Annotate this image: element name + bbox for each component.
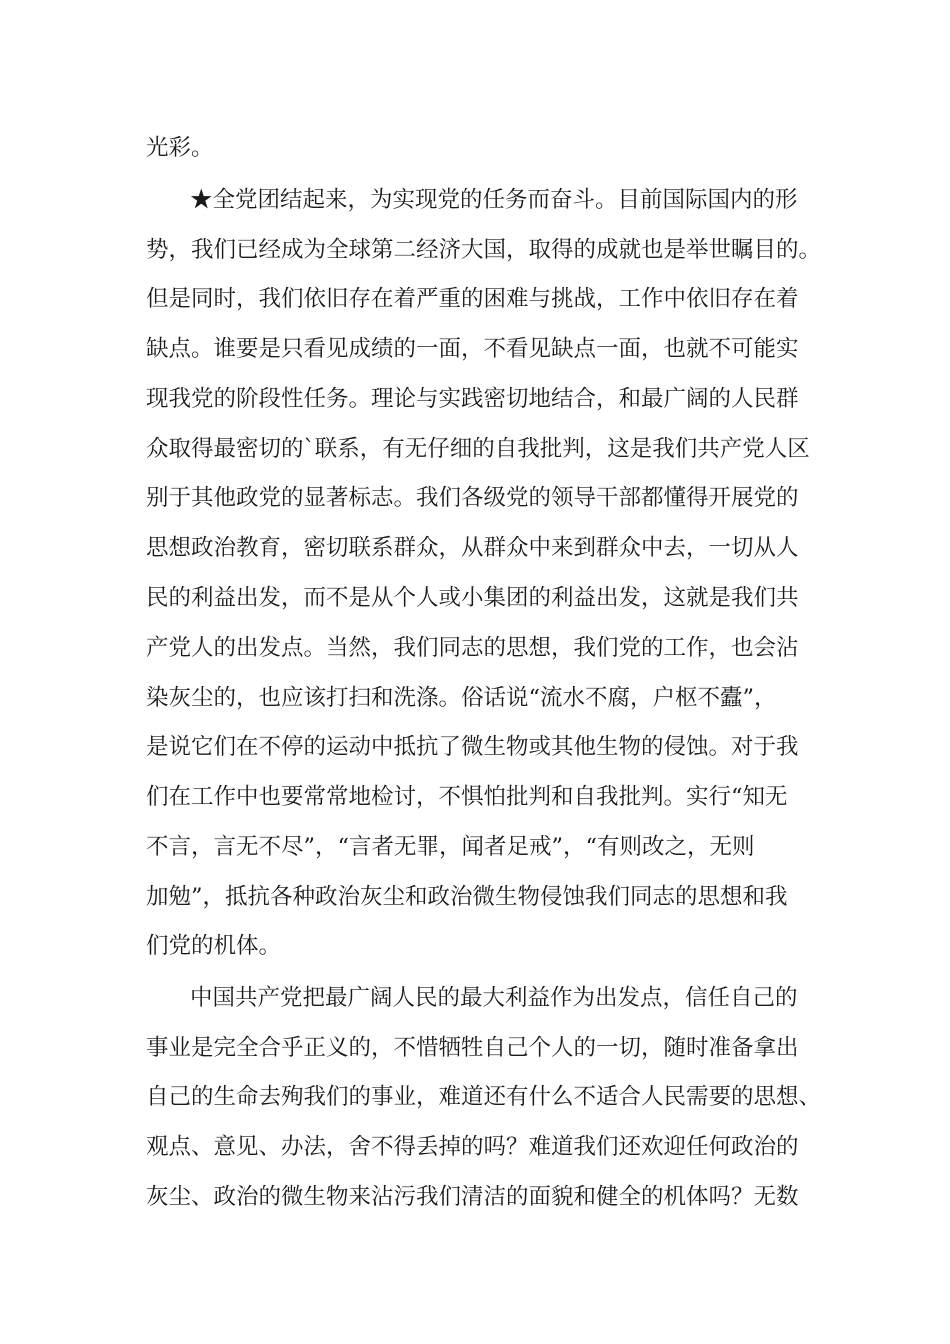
text-line bbox=[0, 1127, 950, 1167]
text-line bbox=[0, 128, 950, 168]
text-line-content: 灰尘、政治的微生物来沾污我们清洁的面貌和健全的机体吗？无数 bbox=[146, 1184, 799, 1210]
paragraph-first-line bbox=[0, 180, 950, 220]
text-line bbox=[0, 528, 950, 568]
text-line bbox=[0, 379, 950, 419]
text-line-content: 现我党的阶段性任务。理论与实践密切地结合，和最广阔的人民群 bbox=[146, 386, 799, 412]
text-line bbox=[0, 429, 950, 469]
text-line-content: 是说它们在不停的运动中抵抗了微生物或其他生物的侵蚀。对于我 bbox=[146, 734, 799, 760]
text-line-content: 们党的机体。 bbox=[146, 933, 282, 959]
text-line-content: 但是同时，我们依旧存在着严重的困难与挑战，工作中依旧存在着 bbox=[146, 286, 799, 312]
text-line-content: 产党人的出发点。当然，我们同志的思想，我们党的工作，也会沾 bbox=[146, 635, 799, 661]
text-line bbox=[0, 329, 950, 369]
text-line-content: 势，我们已经成为全球第二经济大国，取得的成就也是举世瞩目的。 bbox=[146, 237, 822, 263]
text-line-content: 自己的生命去殉我们的事业，难道还有什么不适合人民需要的思想、 bbox=[146, 1084, 822, 1110]
text-line bbox=[0, 478, 950, 518]
text-line bbox=[0, 827, 950, 867]
text-line bbox=[0, 678, 950, 718]
text-line-content: 事业是完全合乎正义的，不惜牺牲自己个人的一切，随时准备拿出 bbox=[146, 1035, 799, 1061]
text-line bbox=[0, 1077, 950, 1117]
text-line-content: 中国共产党把最广阔人民的最大利益作为出发点，信任自己的 bbox=[190, 985, 798, 1011]
text-line-content: ★全党团结起来，为实现党的任务而奋斗。目前国际国内的形 bbox=[190, 187, 798, 213]
text-line-content: 不言，言无不尽”，“言者无罪，闻者足戒”，“有则改之，无则 bbox=[146, 834, 755, 860]
text-line bbox=[0, 1028, 950, 1068]
text-line bbox=[0, 1177, 950, 1217]
text-line bbox=[0, 628, 950, 668]
text-line-content: 加勉”，抵抗各种政治灰尘和政治微生物侵蚀我们同志的思想和我 bbox=[146, 884, 788, 910]
text-line-content: 光彩。 bbox=[146, 135, 214, 161]
text-line-content: 别于其他政党的显著标志。我们各级党的领导干部都懂得开展党的 bbox=[146, 485, 799, 511]
text-line bbox=[0, 230, 950, 270]
paragraph-first-line bbox=[0, 978, 950, 1018]
text-line bbox=[0, 877, 950, 917]
text-line-content: 思想政治教育，密切联系群众，从群众中来到群众中去，一切从人 bbox=[146, 535, 799, 561]
text-line-content: 们在工作中也要常常地检讨，不惧怕批判和自我批判。实行“知无 bbox=[146, 784, 788, 810]
text-line-content: 民的利益出发，而不是从个人或小集团的利益出发，这就是我们共 bbox=[146, 585, 799, 611]
text-line-content: 观点、意见、办法，舍不得丢掉的吗？难道我们还欢迎任何政治的 bbox=[146, 1134, 799, 1160]
text-line-content: 众取得最密切的`联系，有无仔细的自我批判，这是我们共产党人区 bbox=[146, 436, 810, 462]
text-line bbox=[0, 279, 950, 319]
text-line bbox=[0, 926, 950, 966]
text-line-content: 缺点。谁要是只看见成绩的一面，不看见缺点一面，也就不可能实 bbox=[146, 336, 799, 362]
text-line-content: 染灰尘的，也应该打扫和洗涤。俗话说“流水不腐，户枢不蠹”， bbox=[146, 685, 777, 711]
text-line bbox=[0, 777, 950, 817]
text-line bbox=[0, 578, 950, 618]
text-line bbox=[0, 727, 950, 767]
